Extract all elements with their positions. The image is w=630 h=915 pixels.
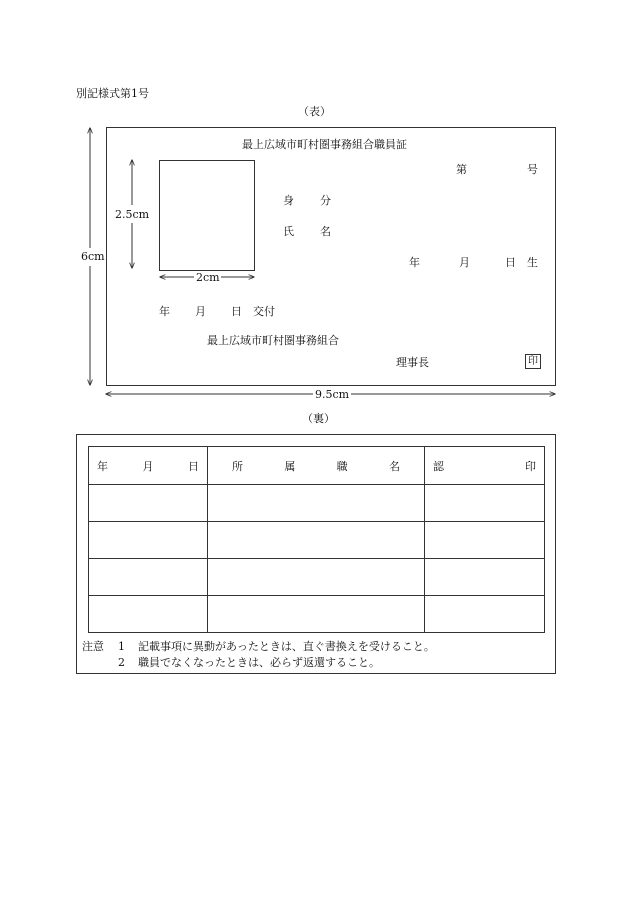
photo-height-label: 2.5cm — [115, 208, 150, 221]
name-label: 氏 名 — [283, 225, 331, 238]
status-label: 身 分 — [283, 194, 331, 207]
table-row — [89, 559, 545, 596]
history-table — [88, 446, 545, 633]
seal-cell[interactable] — [425, 559, 545, 596]
date-cell[interactable] — [89, 559, 208, 596]
date-cell[interactable] — [89, 596, 208, 633]
issuer-org: 最上広域市町村圏事務組合 — [207, 334, 339, 347]
position-cell[interactable] — [208, 596, 425, 633]
table-row — [89, 596, 545, 633]
issuer-title: 理事長 — [396, 356, 429, 369]
photo-box — [159, 160, 255, 271]
note-item: 注意 1 記載事項に異動があったときは、直ぐ書換えを受けること。 — [82, 640, 435, 653]
notes-lead: 注意 — [82, 640, 104, 653]
photo-width-label: 2cm — [196, 271, 220, 284]
column-seal: 認 印 — [425, 447, 545, 485]
position-cell[interactable] — [208, 522, 425, 559]
form-number: 別記様式第1号 — [76, 87, 149, 100]
seal-cell[interactable] — [425, 522, 545, 559]
card-width-label: 9.5cm — [315, 388, 350, 401]
table-row — [89, 522, 545, 559]
table-row — [89, 485, 545, 522]
seal-cell[interactable] — [425, 596, 545, 633]
card-title: 最上広域市町村圏事務組合職員証 — [242, 138, 407, 151]
id-number-prefix: 第 — [456, 163, 467, 176]
card-height-label: 6cm — [81, 250, 105, 263]
column-position: 所 属 職 名 — [208, 447, 425, 485]
column-date: 年 月 日 — [89, 447, 208, 485]
card-front: 最上広域市町村圏事務組合職員証 第 号 身 分 氏 名 年 月 日 生 年 月 日 交付 最上広域市町村圏事務組合 理事長 印 — [106, 127, 556, 386]
back-side-label: （裏） — [302, 412, 335, 425]
seal-cell[interactable] — [425, 485, 545, 522]
seal-mark: 印 — [525, 355, 541, 367]
date-cell[interactable] — [89, 522, 208, 559]
date-cell[interactable] — [89, 485, 208, 522]
front-side-label: （表） — [298, 105, 331, 118]
table-header-row — [89, 447, 545, 485]
note-item: 2 職員でなくなったときは、必らず返還すること。 — [118, 656, 380, 669]
notes — [82, 639, 435, 671]
position-cell[interactable] — [208, 559, 425, 596]
id-number-suffix: 号 — [527, 163, 538, 176]
position-cell[interactable] — [208, 485, 425, 522]
